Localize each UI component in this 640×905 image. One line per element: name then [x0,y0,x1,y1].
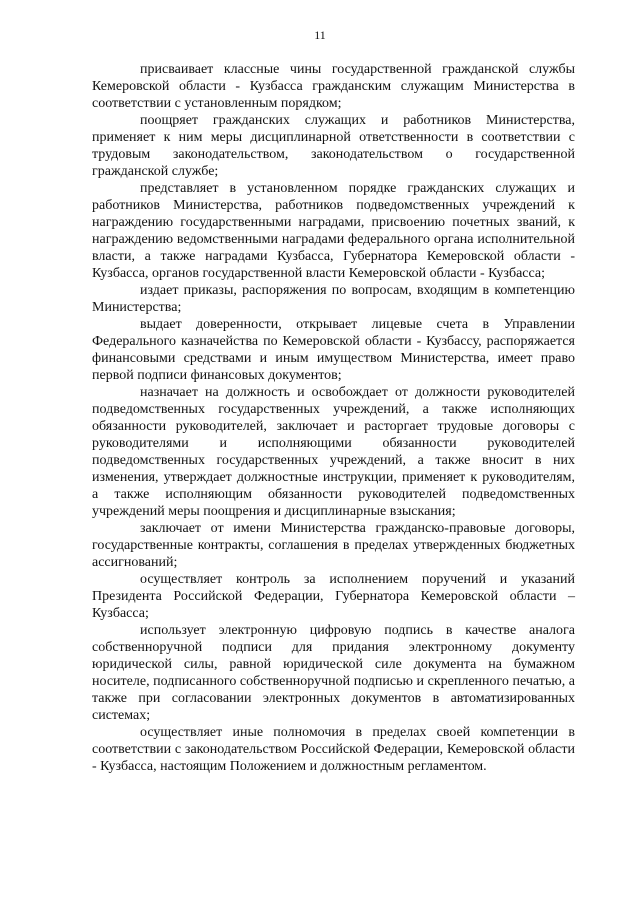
paragraph-5: выдает доверенности, открывает лицевые счета в Управлении Федерального казначейства по Кемеровской области - Кузбассу, распоряжается финансовыми средствами и иным имуществом Министерства, имеет право первой подписи финансовых документов; [92,317,575,383]
paragraph-10: осуществляет иные полномочия в пределах своей компетенции в соответствии с законодательством Российской Федерации, Кемеровской области - Кузбасса, настоящим Положением и должностным регламентом. [92,725,575,774]
document-body [92,61,575,775]
paragraph-3: представляет в установленном порядке гражданских служащих и работников Министерства, работников подведомственных учреждений к награждению государственными наградами, присвоению почетных званий, к награждению ведомственными наградами федерального органа исполнительной власти, а также наградами Кузбасса, Губернатора Кемеровской области - Кузбасса, органов государственной власти Кемеровской области - Кузбасса; [92,181,575,281]
paragraph-6: назначает на должность и освобождает от должности руководителей подведомственных государственных учреждений, а также исполняющих обязанности руководителей, заключает и расторгает трудовые договоры с руководителями и исполняющими обязанности руководителей подведомственных государственных учреждений, а также вносит в них изменения, утверждает должностные инструкции, применяет к руководителям, а также исполняющим обязанности руководителей подведомственных учреждений меры поощрения и дисциплинарные взыскания; [92,385,575,519]
paragraph-1: присваивает классные чины государственной гражданской службы Кемеровской области - Кузбасса гражданским служащим Министерства в соответствии с установленным порядком; [92,62,575,111]
paragraph-4: издает приказы, распоряжения по вопросам, входящим в компетенцию Министерства; [92,283,575,315]
paragraph-8: осуществляет контроль за исполнением поручений и указаний Президента Российской Федерации, Губернатора Кемеровской области – Кузбасса; [92,572,575,621]
page-number: 11 [314,28,326,42]
paragraph-7: заключает от имени Министерства гражданско-правовые договоры, государственные контракты, соглашения в пределах утвержденных бюджетных ассигнований; [92,521,575,570]
paragraph-2: поощряет гражданских служащих и работников Министерства, применяет к ним меры дисциплинарной ответственности в соответствии с трудовым законодательством, законодательством о государственной гражданской службе; [92,113,575,179]
paragraph-9: использует электронную цифровую подпись в качестве аналога собственноручной подписи для придания электронному документу юридической силы, равной юридической силе документа на бумажном носителе, подписанного собственноручной подписью и скрепленного печатью, а также при согласовании электронных документов в автоматизированных системах; [92,623,575,723]
